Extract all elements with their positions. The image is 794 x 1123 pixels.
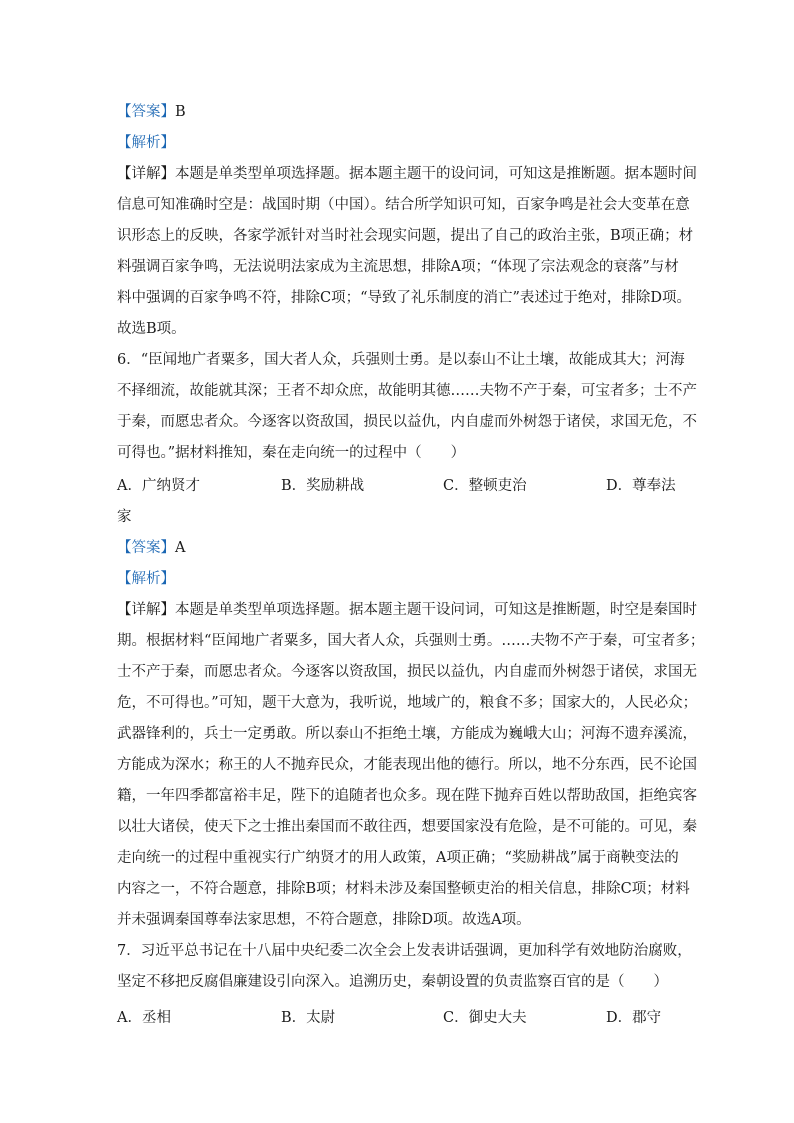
- q6-detail-line: 武器锋利的，兵士一定勇敢。所以泰山不拒绝土壤，方能成为巍峨大山；河海不遗弃溪流，: [117, 726, 697, 742]
- detail-tag: 【详解】: [117, 602, 175, 618]
- q6-stem-line: 不择细流，故能就其深；王者不却众庶，故能明其德……夫物不产于秦，可宝者多；士不产: [117, 383, 697, 399]
- q6-detail-line: 走向统一的过程中重视实行广纳贤才的用人政策，A项正确；“奖励耕战”属于商鞅变法的: [117, 850, 679, 866]
- q6-detail-line: 士不产于秦，而愿忠者众。今逐客以资敌国，损民以益仇，内自虚而外树怨于诸侯，求国无: [117, 664, 697, 680]
- detail-text: 本题是单类型单项选择题。据本题主题干设问词，可知这是推断题，时空是秦国时: [175, 602, 697, 618]
- answer-value: B: [175, 104, 186, 120]
- q5-answer: [117, 102, 679, 122]
- q6-detail-line: 并未强调秦国尊奉法家思想，不符合题意，排除D项。故选A项。: [117, 912, 531, 928]
- q6-detail-line: 以壮大诸侯，使天下之士推出秦国而不敢往西，想要国家没有危险，是不可能的。可见，秦: [117, 819, 697, 835]
- q5-detail-line: 故选B项。: [117, 321, 186, 337]
- q7-stem-line: 坚定不移把反腐倡廉建设引向深入。追溯历史，秦朝设置的负责监察百官的是（ ）: [117, 974, 668, 990]
- q5-detail-line: 料中强调的百家争鸣不符，排除C项；“导致了礼乐制度的消亡”表述过于绝对，排除D项。: [117, 290, 692, 306]
- q6-option-c: C．整顿吏治: [443, 478, 527, 494]
- analysis-tag: 【解析】: [117, 571, 175, 587]
- answer-tag: 【答案】: [117, 540, 175, 556]
- q6-detail-line: 内容之一，不符合题意，排除B项；材料未涉及秦国整顿吏治的相关信息，排除C项；材料: [117, 881, 690, 897]
- q7-option-c: C．御史大夫: [443, 1010, 527, 1026]
- q6-stem-line: 可得也。”据材料推知，秦在走向统一的过程中（ ）: [117, 445, 466, 461]
- q5-detail-line: 料强调百家争鸣，无法说明法家成为主流思想，排除A项；“体现了宗法观念的衰落”与材: [117, 259, 679, 275]
- q6-analysis-heading: [117, 569, 679, 589]
- q6-answer: [117, 538, 679, 558]
- q7-stem-line: 7．习近平总书记在十八届中央纪委二次全会上发表讲话强调，更加科学有效地防治腐败，: [117, 943, 692, 959]
- analysis-tag: 【解析】: [117, 135, 175, 151]
- detail-text: 本题是单类型单项选择题。据本题主题干的设问词，可知这是推断题。据本题时间: [175, 166, 697, 182]
- q6-stem-line: 于秦，而愿忠者众。今逐客以资敌国，损民以益仇，内自虚而外树怨于诸侯，求国无危，不: [117, 414, 697, 430]
- q6-detail-line: 方能成为深水；称王的人不抛弃民众，才能表现出他的德行。所以，地不分东西，民不论国: [117, 757, 697, 773]
- detail-tag: 【详解】: [117, 166, 175, 182]
- q6-option-d: D．尊奉法: [606, 478, 676, 494]
- q5-detail-line: 信息可知准确时空是：战国时期（中国）。结合所学知识可知，百家争鸣是社会大变革在意: [117, 197, 690, 213]
- q6-detail-line: 期。根据材料“臣闻地广者粟多，国大者人众，兵强则士勇。……夫物不产于秦，可宝者多；: [117, 633, 705, 649]
- q6-option-a: A．广纳贤才: [117, 478, 200, 494]
- answer-value: A: [175, 540, 186, 556]
- q6-option-d-wrap: 家: [117, 509, 132, 525]
- answer-tag: 【答案】: [117, 104, 175, 120]
- q5-analysis-heading: [117, 133, 679, 153]
- q7-option-b: B．太尉: [281, 1010, 336, 1026]
- q5-detail-line: [117, 164, 697, 184]
- q7-option-a: A．丞相: [117, 1010, 171, 1026]
- q7-option-d: D．郡守: [606, 1010, 662, 1026]
- q6-detail-line: 籍，一年四季都富裕丰足，陛下的追随者也众多。现在陛下抛弃百姓以帮助敌国，拒绝宾客: [117, 788, 697, 804]
- q5-detail-line: 识形态上的反映，各家学派针对当时社会现实问题，提出了自己的政治主张，B项正确；材: [117, 228, 694, 244]
- q6-detail-line: [117, 600, 697, 620]
- q6-stem-line: 6．“臣闻地广者粟多，国大者人众，兵强则士勇。是以泰山不让土壤，故能成其大；河海: [117, 352, 685, 368]
- q6-option-b: B．奖励耕战: [281, 478, 365, 494]
- q6-detail-line: 危，不可得也。”可知，题干大意为，我听说，地域广的，粮食不多；国家大的，人民必众；: [117, 695, 698, 711]
